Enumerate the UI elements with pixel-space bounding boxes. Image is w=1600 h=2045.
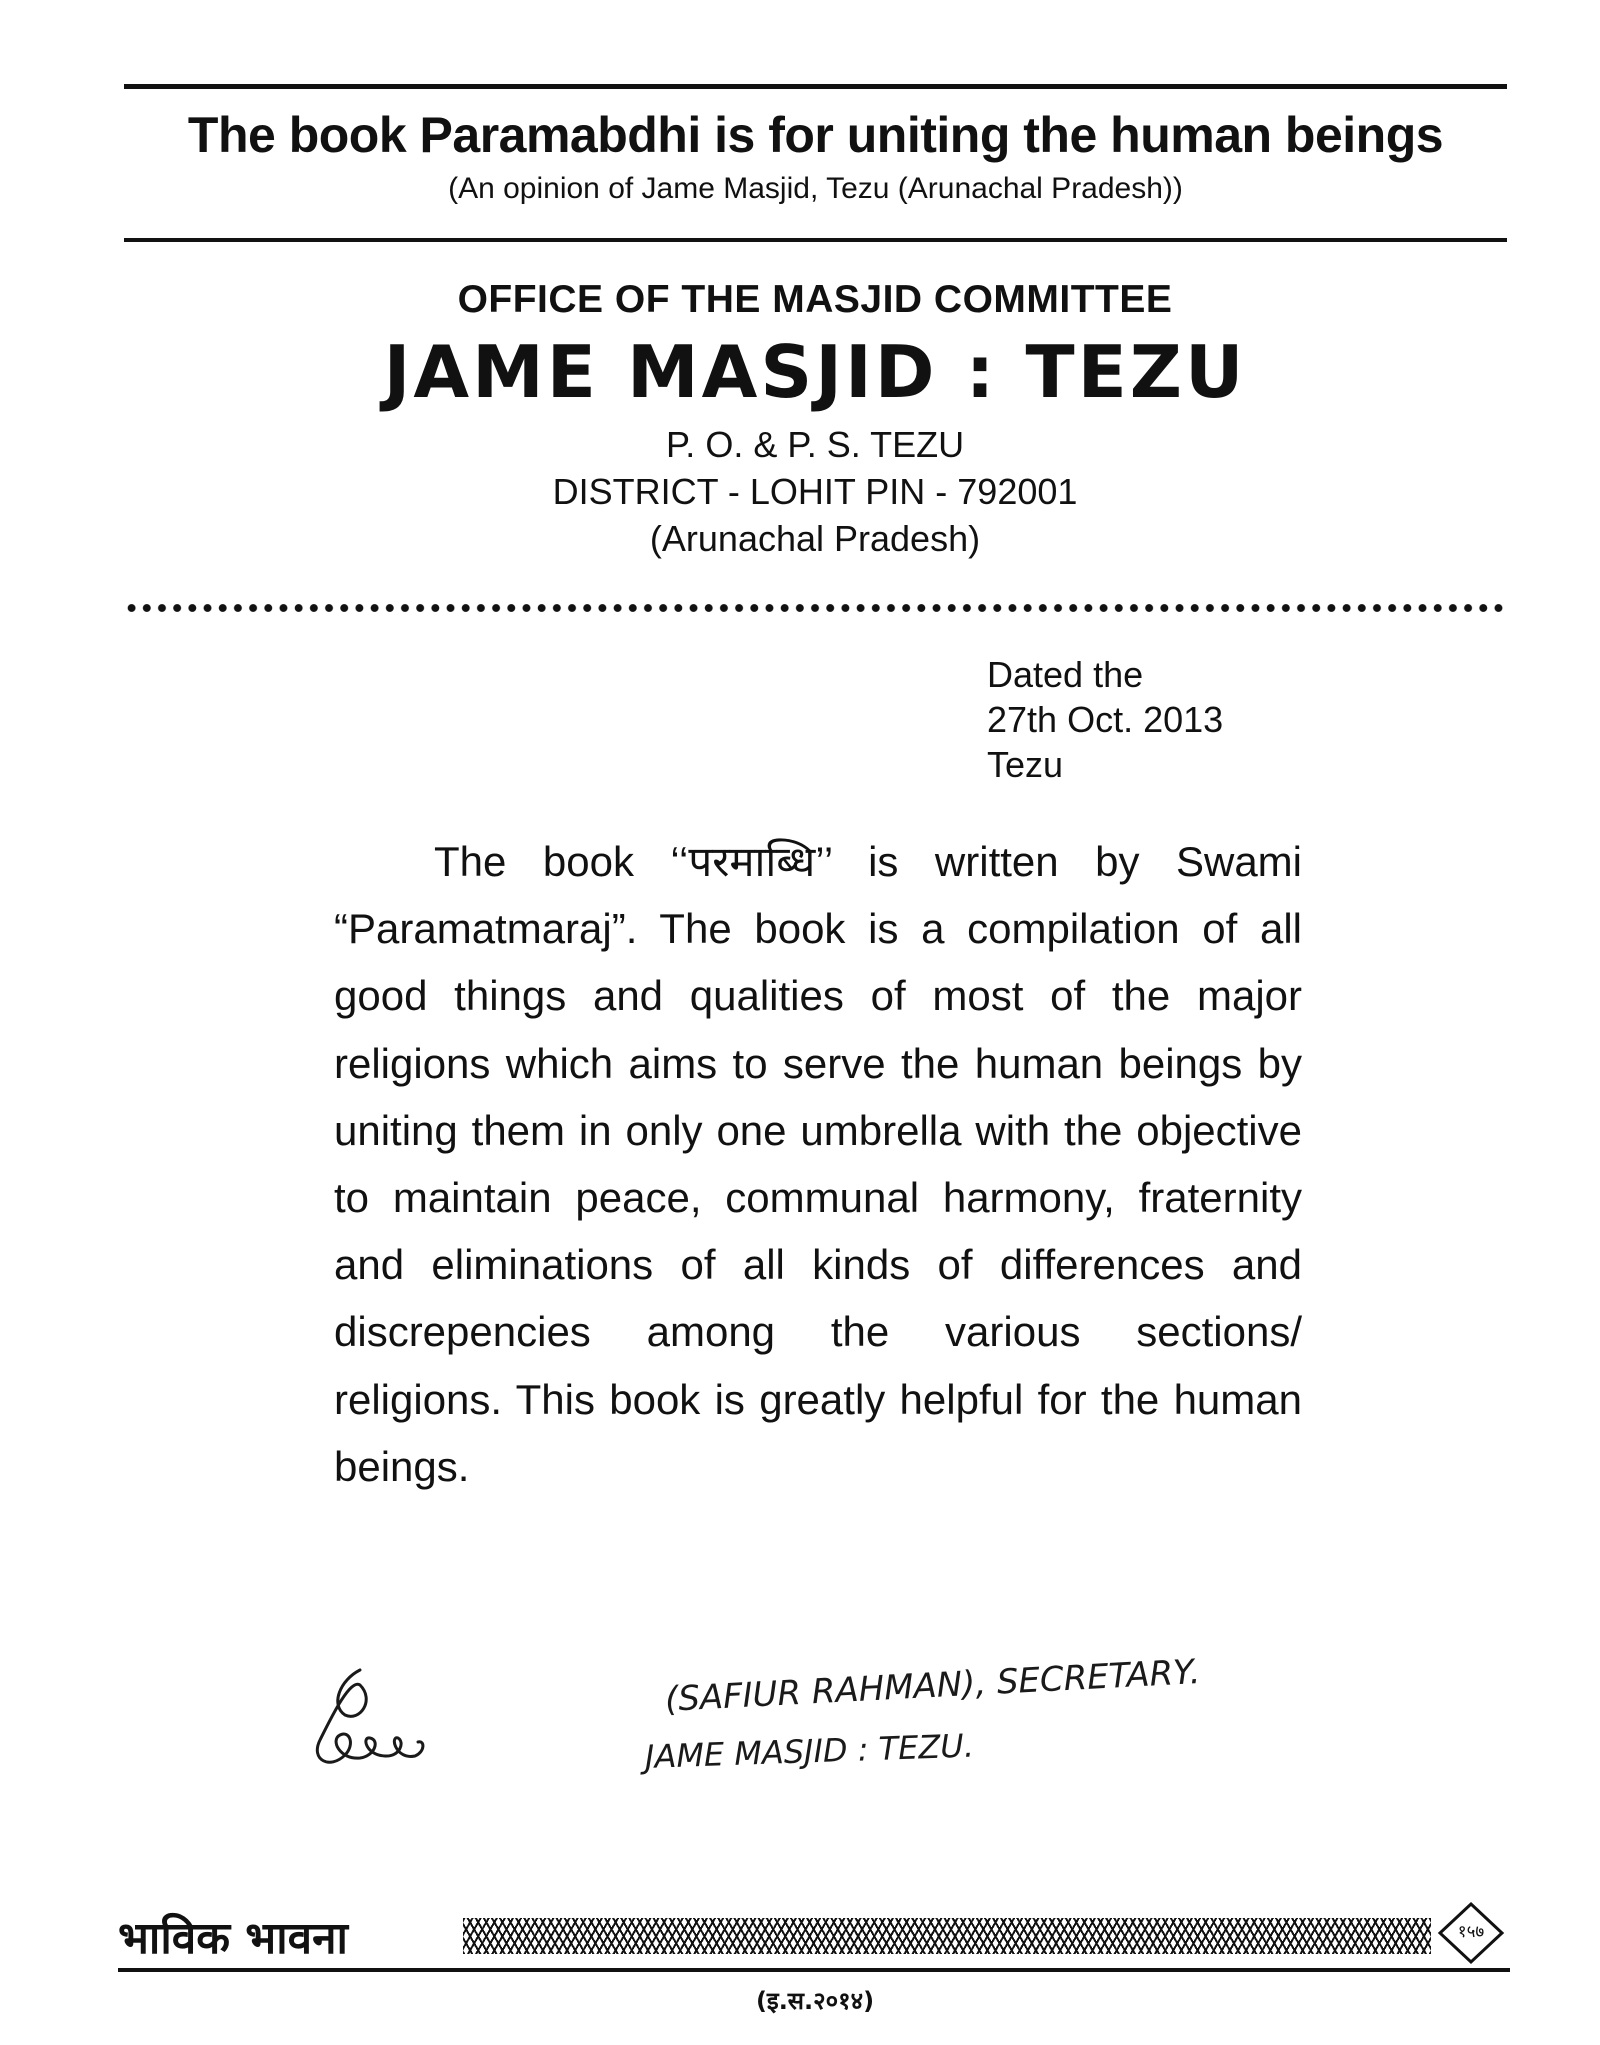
header-rule [124, 238, 1507, 242]
footer-rule [118, 1968, 1510, 1972]
address-line-1: P. O. & P. S. TEZU [665, 424, 965, 465]
headline: The book Paramabdhi is for uniting the human beings [187, 107, 1444, 163]
body-paragraph: The book ‘‘परमाब्धि’’ is written by Swami “Paramatmaraj”. The book is a compilation of all good things and qualities of most of the major religions which aims to serve the human beings by uniting them in only one umbrella with the objective to maintain peace, communal harmony, fraternity and eliminations of all kinds of differences and discrepencies among the various sections/ religions. This book is greatly helpful for the human beings. [334, 838, 1302, 1490]
footer-year: (इ.स.२०१४) [755, 1987, 875, 2015]
footer-title: भाविक भावना [118, 1913, 348, 1964]
page-number-badge [1436, 1900, 1506, 1966]
handwritten-signature-mark [300, 1660, 460, 1780]
office-title: OFFICE OF THE MASJID COMMITTEE [457, 278, 1173, 321]
organization-name: JAME MASJID : TEZU [383, 330, 1247, 414]
top-rule [124, 84, 1507, 89]
signature-organization: JAME MASJID : TEZU. [644, 1726, 975, 1776]
date-line-2: 27th Oct. 2013 [987, 699, 1224, 740]
dotted-separator [124, 603, 1507, 613]
date-line-3: Tezu [987, 744, 1064, 785]
subheadline: (An opinion of Jame Masjid, Tezu (Arunachal Pradesh)) [448, 172, 1183, 205]
date-block [987, 652, 1223, 787]
signature-name: (SAFIUR RAHMAN), SECRETARY. [663, 1651, 1202, 1720]
page-number: १५७ [1457, 1922, 1485, 1942]
footer-pattern [463, 1918, 1431, 1954]
address-line-2: DISTRICT - LOHIT PIN - 792001 [552, 471, 1078, 512]
address-line-3: (Arunachal Pradesh) [649, 518, 981, 559]
date-line-1: Dated the [987, 654, 1144, 695]
